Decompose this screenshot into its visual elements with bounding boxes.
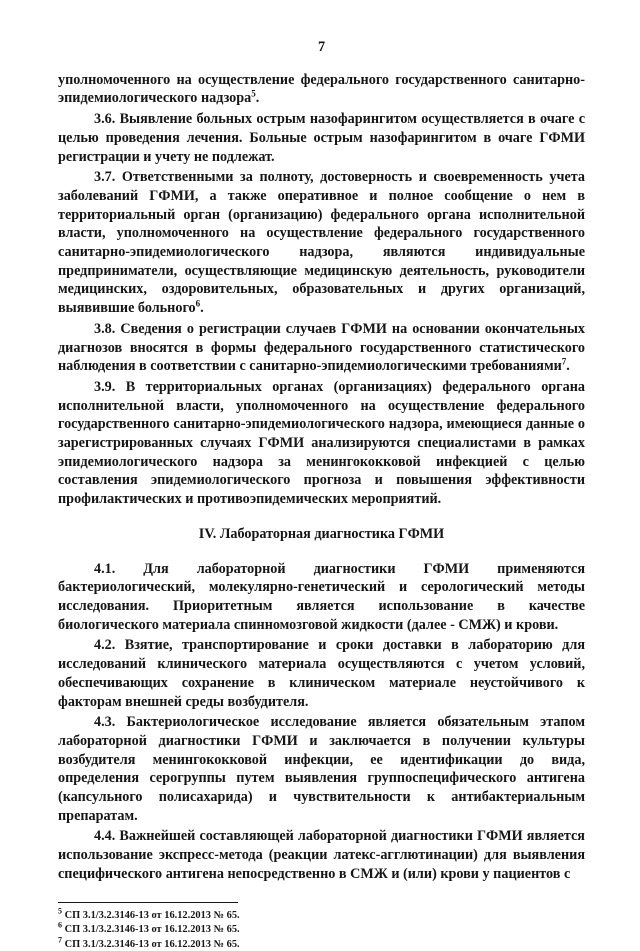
- footnote-item: [58, 935, 585, 951]
- body-top: [58, 71, 585, 509]
- paragraph-3-9: [58, 378, 585, 509]
- paragraph-text: 4.1. Для лабораторной диагностики ГФМИ применяются бактериологический, молекулярно-генетический и серологический методы исследования. Приоритетным является использование в качестве биологического материала спинномозговой жидкости (далее - СМЖ) и крови.: [58, 560, 585, 633]
- paragraph-text: 3.8. Сведения о регистрации случаев ГФМИ на основании окончательных диагнозов вносятся в формы федерального государственного статистического наблюдения в соответствии с санитарно-эпидемиологическими требованиями: [58, 320, 585, 375]
- body-bottom: [58, 560, 585, 884]
- footnotes: [58, 906, 585, 951]
- paragraph-3-7: [58, 168, 585, 318]
- footnote-ref: 5: [251, 88, 256, 99]
- footnote-number: 7: [58, 935, 62, 945]
- paragraph-text: 4.4. Важнейшей составляющей лабораторной диагностики ГФМИ является использование экспресс-метода (реакции латекс-агглютинации) для выявления специфического антигена непосредственно в СМЖ и (или) крови у пациентов с: [58, 828, 585, 882]
- footnote-number: 6: [58, 920, 62, 930]
- paragraph-tail: .: [566, 358, 570, 375]
- footnote-ref: 7: [561, 356, 567, 367]
- paragraph-text: 3.9. В территориальных органах (организациях) федерального органа исполнительной власти, уполномоченного на осуществление федерального государственного санитарно-эпидемиологического надзора, имеющиеся данные о зарегистрированных случаях ГФМИ анализируются специалистами в рамках эпидемиологического надзора за менингококковой инфекцией с целью составления эпидемиологического прогноза и повышения эффективности профилактических и противоэпидемических мероприятий.: [58, 378, 585, 508]
- section-heading: IV. Лабораторная диагностика ГФМИ: [198, 525, 445, 542]
- paragraph-4-3: [58, 713, 585, 825]
- paragraph-tail: .: [255, 90, 260, 107]
- paragraph-text: 3.7. Ответственными за полноту, достоверность и своевременность учета заболеваний ГФМИ, а также оперативное и полное сообщение о нем в территориальный орган (организацию) федерального органа исполнительной власти, уполномоченного на осуществление федерального государственного санитарно-эпидемиологического надзора, являются индивидуальные предприниматели, осуществляющие медицинскую деятельность, руководители медицинских, оздоровительных, образовательных и других организаций, выявившие больного: [58, 169, 585, 317]
- paragraph-text: 4.3. Бактериологическое исследование является обязательным этапом лабораторной диагностики ГФМИ и заключается в получении культуры возбудителя менингококковой инфекции, ее идентификации до вида, определения серогруппы путем выявления группоспецифического антигена (капсульного полисахарида) и чувствительности к антибактериальным препаратам.: [58, 714, 585, 824]
- paragraph-3-8: [58, 320, 585, 376]
- paragraph-tail: .: [200, 300, 204, 317]
- footnote-text: СП 3.1/3.2.3146-13 от 16.12.2013 № 65.: [64, 938, 240, 950]
- footnote-ref: 6: [195, 298, 201, 309]
- footnote-text: СП 3.1/3.2.3146-13 от 16.12.2013 № 65.: [64, 909, 240, 921]
- footnote-text: СП 3.1/3.2.3146-13 от 16.12.2013 № 65.: [64, 924, 240, 936]
- paragraph-text: 4.2. Взятие, транспортирование и сроки доставки в лабораторию для исследований клинического материала осуществляются с учетом условий, обеспечивающих сохранение в клиническом материале неустойчивого к факторам внешней среды возбудителя.: [58, 637, 585, 710]
- footnote-item: [58, 906, 585, 923]
- footnote-divider: [58, 902, 238, 903]
- paragraph-text: 3.6. Выявление больных острым назофарингитом осуществляется в очаге с целью проведения лечения. Больные острым назофарингитом в очаге ГФМИ регистрации и учету не подлежат.: [58, 111, 585, 165]
- paragraph: [58, 71, 585, 108]
- paragraph-3-6: [58, 110, 585, 166]
- paragraph-4-2: [58, 636, 585, 711]
- paragraph-4-1: [58, 560, 585, 635]
- footnote-number: 5: [58, 906, 62, 916]
- paragraph-text: уполномоченного на осуществление федерального государственного санитарно-эпидемиологического надзора: [58, 71, 585, 107]
- footnote-item: [58, 920, 585, 937]
- paragraph-4-4: [58, 827, 585, 883]
- page-number: 7: [317, 39, 326, 55]
